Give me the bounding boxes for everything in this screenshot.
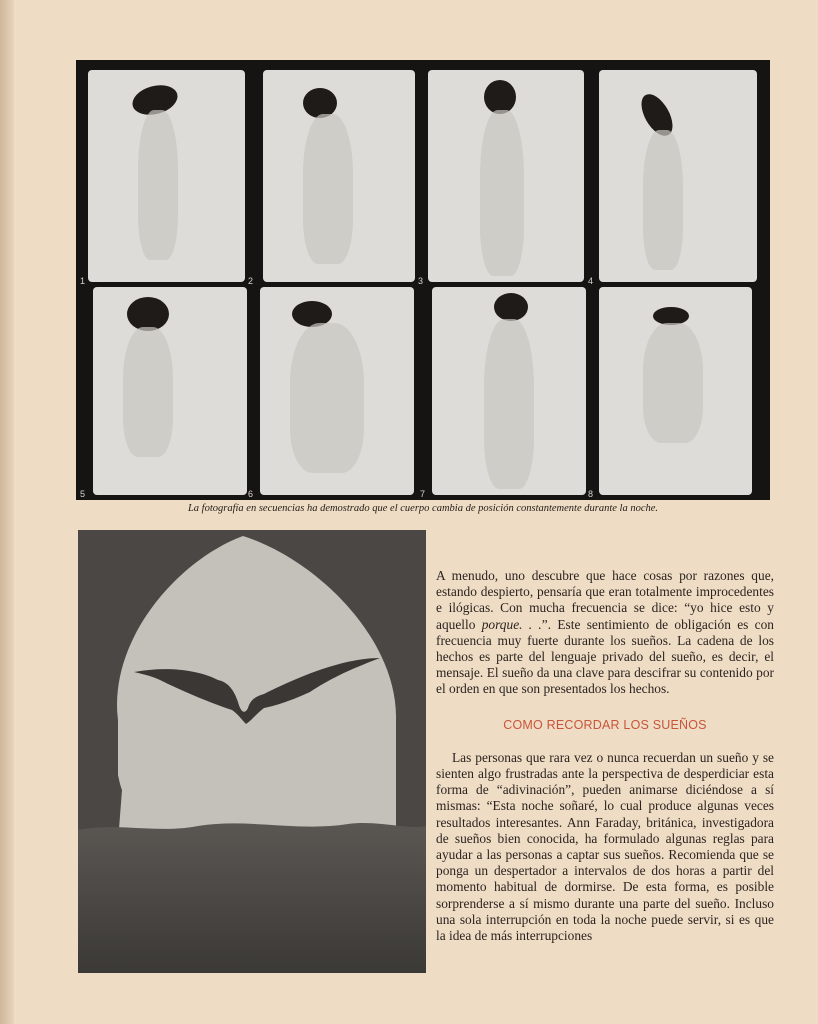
sleeper-body: [303, 114, 353, 264]
photo-frame-6: [260, 287, 414, 495]
sleeper-body: [123, 327, 173, 457]
paragraph-1-text-end: ”. Este sentimiento de obligación es con frecuencia muy fuerte durante los sueños. La cadena de los hechos es parte del lenguaje privado del sueño, es decir, el mensaje. El sueño da una clave para descifrar su contenido por el orden en que son presentados los hechos.: [436, 616, 774, 697]
photo-frame-1: [88, 70, 245, 282]
frame-number-3: 3: [418, 276, 424, 286]
article-paragraph-2: Las personas que rara vez o nunca recuerdan un sueño y se sienten algo frustradas ante la perspectiva de desperdiciar esta forma de “adivinación”, pueden animarse diciéndose a sí mismas: “Esta noche soñaré, lo cual produce algunas veces resultados interesantes. Ann Faraday, británica, investigadora de sueños bien conocida, ha formulado algunas reglas para ayudar a las personas a captar sus sueños. Recomienda que se ponga un despertador a intervalos de dos horas a partir del momento habitual de dormirse. De esta forma, es posible sorprenderse a sí mismo durante una parte del sueño. Incluso una sola interrupción en toda la noche puede servir, si es que la idea de más interrupciones: [436, 749, 774, 944]
paragraph-1-text: A menudo, uno descubre que hace cosas por razones que, estando despierto, pensaría que eran totalmente improcedentes e ilógicas. Con mucha frecuencia se dice: “yo hice esto y aquello: [436, 568, 774, 632]
bat-illustration: [78, 530, 426, 973]
photo-caption: La fotografía en secuencias ha demostrado que el cuerpo cambia de posición constantemente durante la noche.: [187, 503, 659, 514]
frame-number-6: 6: [248, 489, 254, 499]
frame-number-2: 2: [248, 276, 254, 286]
sleep-photo-sequence: [76, 60, 770, 500]
paragraph-1-italic: porque. . .: [481, 616, 542, 632]
frame-number-5: 5: [80, 489, 86, 499]
photo-frame-4: [599, 70, 757, 282]
page-edge: [0, 0, 14, 1024]
sleeper-body: [643, 323, 703, 443]
photo-frame-5: [93, 287, 247, 495]
photo-frame-2: [263, 70, 415, 282]
article-text-column: [436, 568, 774, 944]
photo-frame-7: [432, 287, 586, 495]
frame-number-4: 4: [588, 276, 594, 286]
sleeper-body: [480, 110, 524, 276]
frame-number-8: 8: [588, 489, 594, 499]
sleeper-body: [643, 130, 683, 270]
sleeper-hair: [127, 297, 169, 331]
bat-silhouette-icon: [78, 530, 426, 973]
sleeper-body: [138, 110, 178, 260]
article-paragraph-1: [436, 568, 774, 698]
sleeper-hair: [484, 80, 516, 114]
photo-frame-3: [428, 70, 584, 282]
photo-frame-8: [599, 287, 752, 495]
sleeper-body: [290, 323, 364, 473]
section-heading: COMO RECORDAR LOS SUEÑOS: [503, 717, 707, 732]
frame-number-7: 7: [420, 489, 426, 499]
frame-number-1: 1: [80, 276, 86, 286]
sleeper-hair: [494, 293, 528, 321]
sleeper-body: [484, 319, 534, 489]
